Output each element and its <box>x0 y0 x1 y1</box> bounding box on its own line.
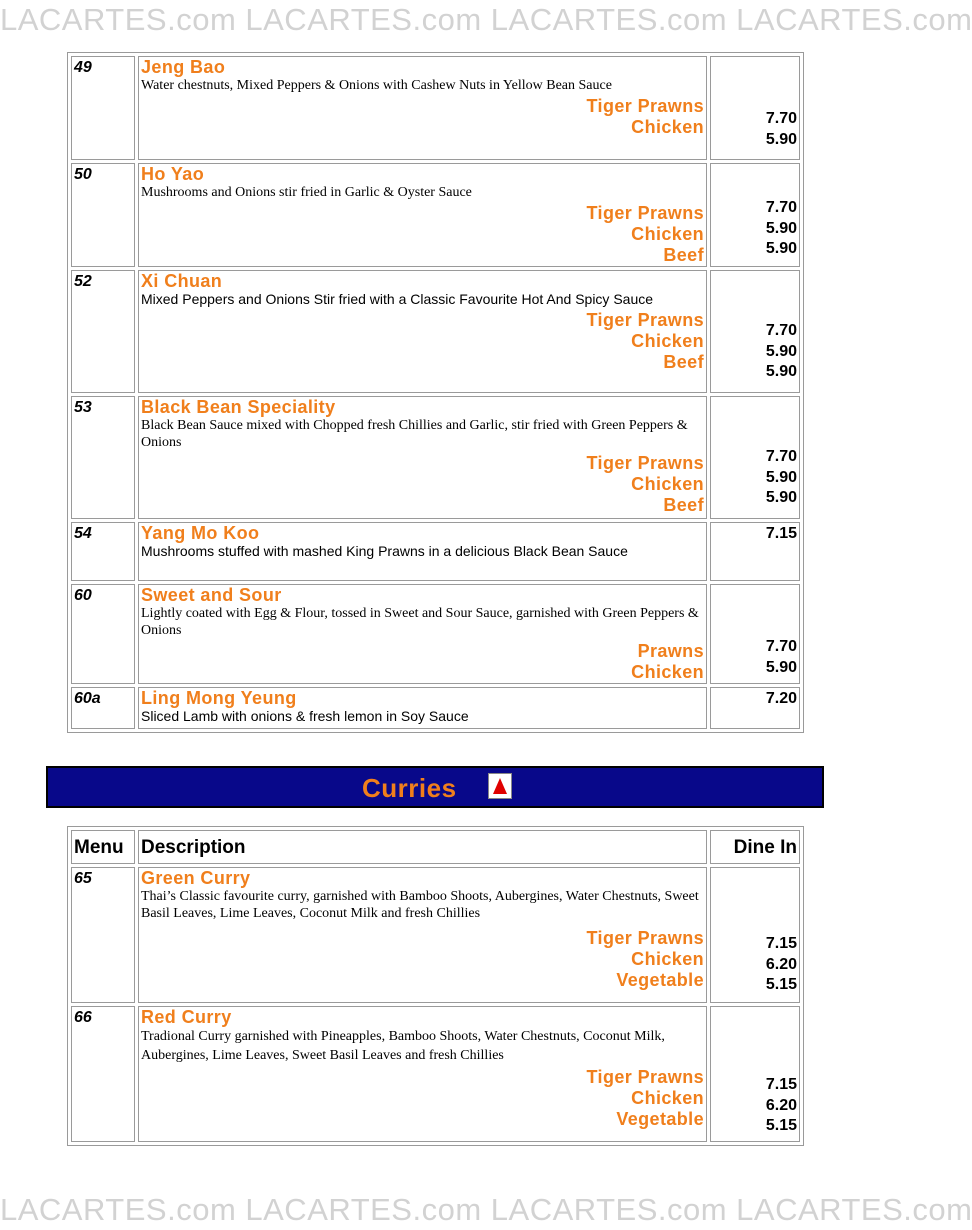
price-cell <box>710 56 800 160</box>
description-cell <box>138 396 707 519</box>
column-header-menu: Menu <box>71 830 135 864</box>
option-label: Chicken <box>631 662 704 682</box>
column-header-dine-in: Dine In <box>710 830 800 864</box>
price: 5.90 <box>765 363 797 380</box>
option-label: Tiger Prawns <box>586 96 704 116</box>
table-row <box>71 867 800 1003</box>
dish-name: Ho Yao <box>141 164 205 184</box>
option-label: Tiger Prawns <box>586 453 704 473</box>
menu-number: 66 <box>71 1006 135 1142</box>
option-label: Chicken <box>631 949 704 969</box>
menu-number: 53 <box>71 396 135 519</box>
option-label: Beef <box>663 245 704 265</box>
price: 5.90 <box>765 489 797 506</box>
menu-number: 49 <box>71 56 135 160</box>
price: 7.15 <box>765 935 797 952</box>
price: 7.20 <box>765 690 797 707</box>
up-arrow-icon[interactable] <box>488 773 512 799</box>
price: 5.90 <box>765 658 797 676</box>
table-row <box>71 163 800 267</box>
menu-number: 60a <box>71 687 135 729</box>
price: 6.20 <box>765 955 797 973</box>
option-label: Chicken <box>631 224 704 244</box>
table-header-row <box>71 830 800 864</box>
price: 5.15 <box>765 1117 797 1134</box>
menu-number: 50 <box>71 163 135 267</box>
price-cell <box>710 522 800 581</box>
price-cell <box>710 163 800 267</box>
option-label: Tiger Prawns <box>586 928 704 948</box>
option-label: Prawns <box>637 641 704 661</box>
option-label: Chicken <box>631 331 704 351</box>
price: 7.15 <box>765 1076 797 1093</box>
price: 5.90 <box>765 219 797 237</box>
table-row <box>71 584 800 684</box>
price: 7.70 <box>765 638 797 655</box>
dish-name: Yang Mo Koo <box>141 523 260 543</box>
menu-table-stir-fry <box>67 52 804 733</box>
table-row <box>71 56 800 160</box>
menu-table-curries <box>67 826 804 1146</box>
option-label: Beef <box>663 352 704 372</box>
menu-number: 54 <box>71 522 135 581</box>
dish-name: Red Curry <box>141 1007 232 1027</box>
description-cell <box>138 270 707 393</box>
price-cell <box>710 584 800 684</box>
option-label: Tiger Prawns <box>586 310 704 330</box>
dish-name: Sweet and Sour <box>141 585 282 605</box>
description-cell <box>138 163 707 267</box>
dish-description: Lightly coated with Egg & Flour, tossed in Sweet and Sour Sauce, garnished with Green Peppers & Onions <box>141 606 699 638</box>
section-banner-curries <box>46 766 824 808</box>
dish-name: Jeng Bao <box>141 57 226 77</box>
menu-number: 65 <box>71 867 135 1003</box>
price-cell <box>710 867 800 1003</box>
dish-description: Black Bean Sauce mixed with Chopped fresh Chillies and Garlic, stir fried with Green Peppers & Onions <box>141 418 688 450</box>
price: 7.70 <box>765 322 797 339</box>
watermark-top: LACARTES.com LACARTES.com LACARTES.com LACARTES.com <box>0 2 972 37</box>
price: 7.15 <box>765 525 797 542</box>
option-label: Tiger Prawns <box>586 1067 704 1087</box>
price: 5.90 <box>765 240 797 257</box>
price: 7.70 <box>765 448 797 465</box>
option-label: Beef <box>663 495 704 515</box>
dish-description: Mushrooms and Onions stir fried in Garlic & Oyster Sauce <box>141 185 472 200</box>
price-cell <box>710 1006 800 1142</box>
description-cell <box>138 522 707 581</box>
section-title: Curries <box>362 773 457 803</box>
dish-description: Mushrooms stuffed with mashed King Prawns in a delicious Black Bean Sauce <box>141 543 628 559</box>
option-label: Vegetable <box>616 1109 704 1129</box>
price: 6.20 <box>765 1096 797 1114</box>
table-row <box>71 396 800 519</box>
dish-name: Ling Mong Yeung <box>141 688 297 708</box>
price: 7.70 <box>765 110 797 127</box>
table-row <box>71 522 800 581</box>
watermark-bottom: LACARTES.com LACARTES.com LACARTES.com LACARTES.com <box>0 1192 972 1227</box>
dish-description: Thai’s Classic favourite curry, garnished with Bamboo Shoots, Aubergines, Water Chestnuts, Sweet Basil Leaves, Lime Leaves, Coconut Milk and fresh Chillies <box>141 889 699 921</box>
table-row <box>71 1006 800 1142</box>
description-cell <box>138 687 707 729</box>
option-label: Chicken <box>631 117 704 137</box>
option-label: Tiger Prawns <box>586 203 704 223</box>
dish-description: Tradional Curry garnished with Pineapples, Bamboo Shoots, Water Chestnuts, Coconut Milk, Aubergines, Lime Leaves, Sweet Basil Leaves and fresh Chillies <box>141 1029 665 1063</box>
price: 5.90 <box>765 342 797 360</box>
description-cell <box>138 584 707 684</box>
price: 5.15 <box>765 976 797 993</box>
dish-name: Xi Chuan <box>141 271 223 291</box>
table-row <box>71 270 800 393</box>
description-cell <box>138 56 707 160</box>
column-header-description: Description <box>138 830 707 864</box>
dish-description: Mixed Peppers and Onions Stir fried with a Classic Favourite Hot And Spicy Sauce <box>141 291 654 307</box>
description-cell <box>138 867 707 1003</box>
menu-number: 52 <box>71 270 135 393</box>
option-label: Chicken <box>631 1088 704 1108</box>
price: 7.70 <box>765 199 797 216</box>
price: 5.90 <box>765 130 797 148</box>
menu-number: 60 <box>71 584 135 684</box>
option-label: Vegetable <box>616 970 704 990</box>
description-cell <box>138 1006 707 1142</box>
option-label: Chicken <box>631 474 704 494</box>
table-row <box>71 687 800 729</box>
dish-description: Sliced Lamb with onions & fresh lemon in Soy Sauce <box>141 708 469 724</box>
price-cell <box>710 687 800 729</box>
price-cell <box>710 270 800 393</box>
price: 5.90 <box>765 468 797 486</box>
dish-name: Black Bean Speciality <box>141 397 336 417</box>
dish-name: Green Curry <box>141 868 251 888</box>
price-cell <box>710 396 800 519</box>
dish-description: Water chestnuts, Mixed Peppers & Onions with Cashew Nuts in Yellow Bean Sauce <box>141 78 612 93</box>
